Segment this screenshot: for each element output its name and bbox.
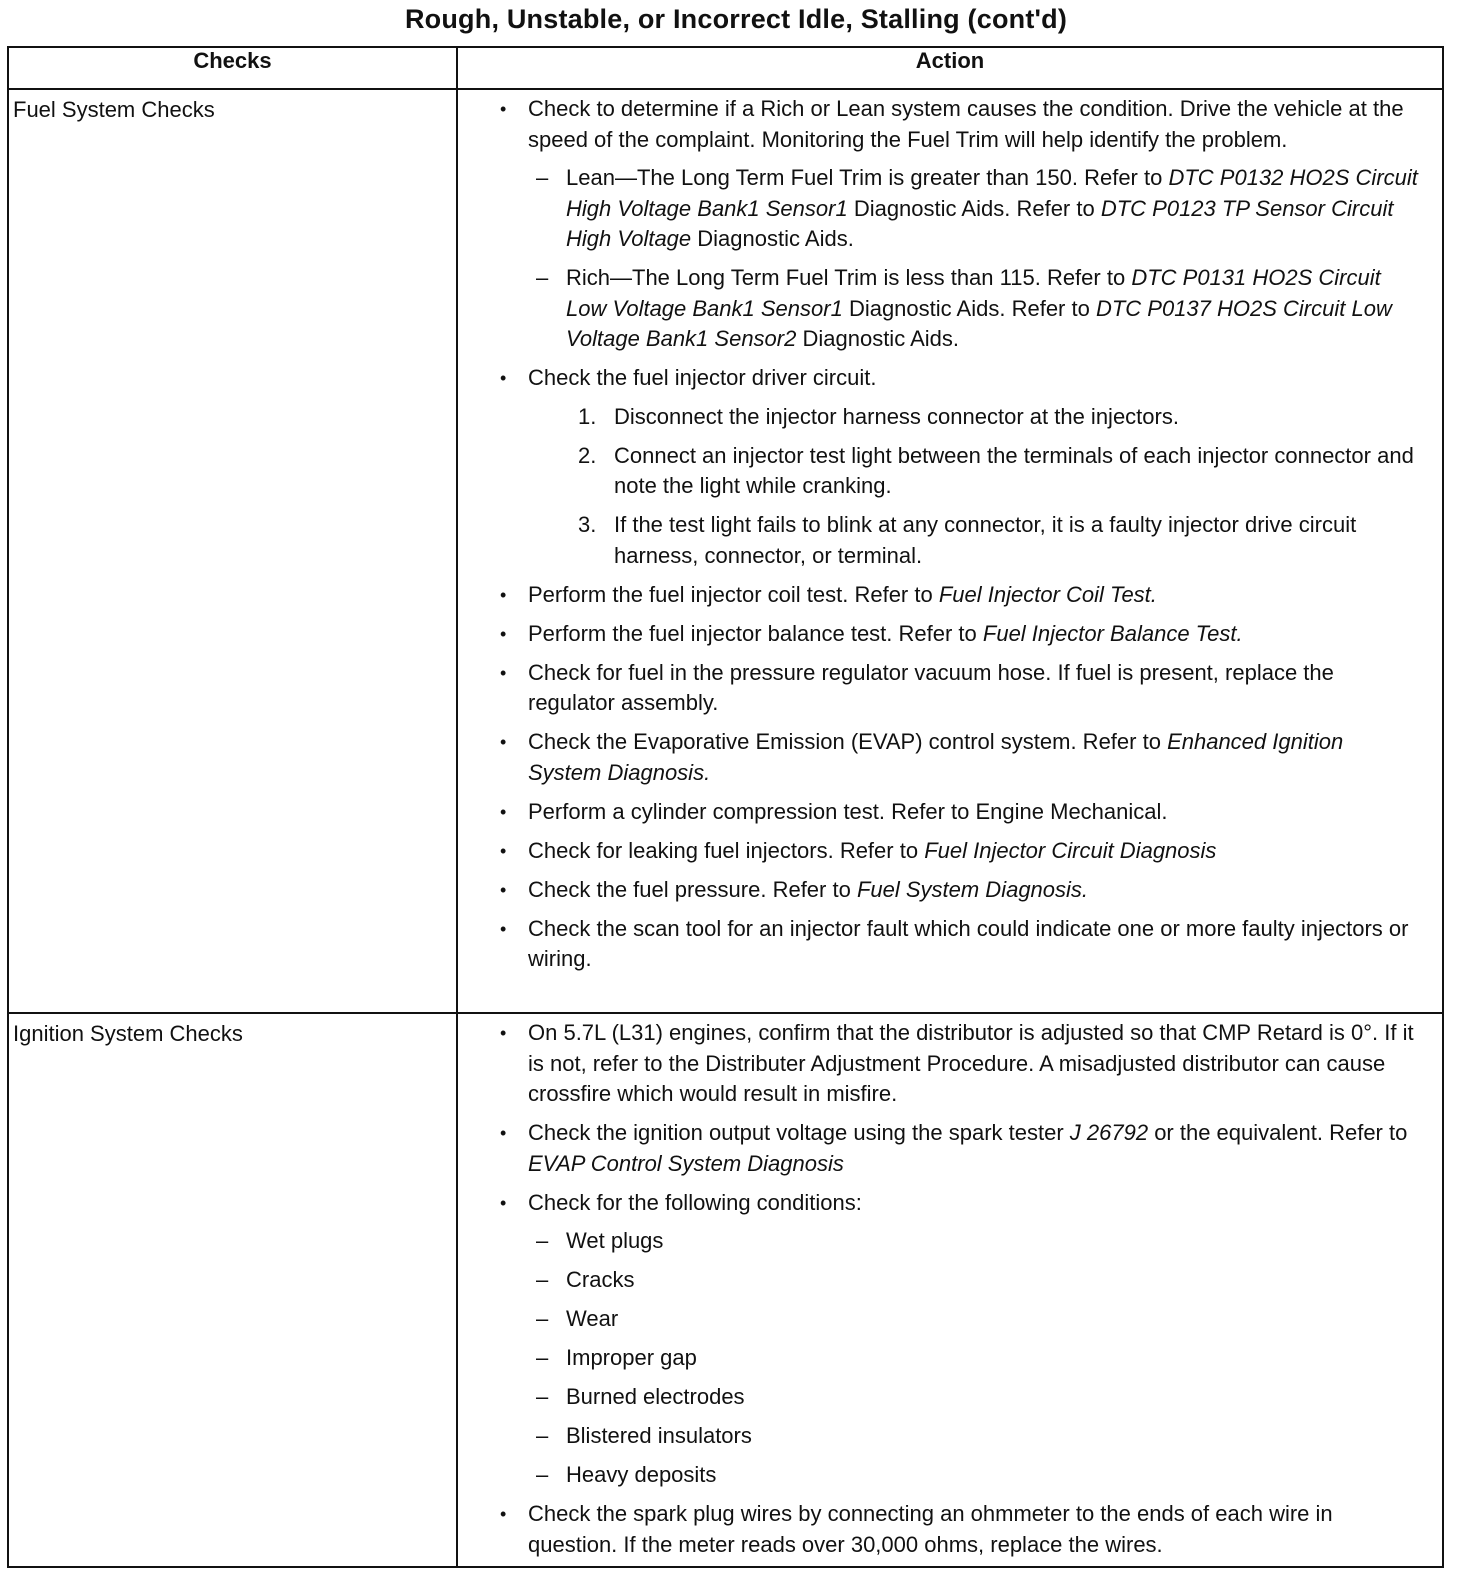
diagnostic-table — [7, 46, 1444, 1568]
action-text: Check the ignition output voltage using the spark tester — [528, 1120, 1070, 1145]
page-title: Rough, Unstable, or Incorrect Idle, Stalling (cont'd) — [404, 4, 1068, 34]
list-item — [498, 875, 1422, 906]
list-item — [498, 1118, 1422, 1179]
list-item — [498, 914, 1422, 975]
list-item — [498, 94, 1422, 355]
condition-list — [528, 1226, 1422, 1491]
list-item — [528, 163, 1422, 255]
action-cell — [457, 1013, 1443, 1567]
condition-item: – Cracks — [528, 1265, 1422, 1296]
condition-item: – Heavy deposits — [528, 1460, 1422, 1491]
action-text: Diagnostic Aids. Refer to — [842, 295, 1096, 321]
action-text: Check the scan tool for an injector fault which could indicate one or more faulty injectors or wiring. — [528, 915, 1409, 971]
check-cell — [8, 1013, 457, 1567]
condition-item: – Burned electrodes — [528, 1382, 1422, 1413]
condition-item: – Blistered insulators — [528, 1421, 1422, 1452]
reference-link: EVAP Control System Diagnosis — [528, 1150, 844, 1176]
step-text: If the test light fails to blink at any connector, it is a faulty injector drive circuit harness, connector, or terminal. — [614, 512, 1357, 568]
reference-link: Fuel Injector Balance Test. — [982, 620, 1243, 646]
action-text: Perform a cylinder compression test. Refer to Engine Mechanical. — [528, 798, 1168, 824]
action-text: Check for leaking fuel injectors. Refer to — [528, 837, 925, 863]
list-item — [498, 580, 1422, 611]
check-name: Ignition System Checks — [13, 1021, 243, 1046]
list-item — [498, 1018, 1422, 1110]
action-text: On 5.7L (L31) engines, confirm that the distributor is adjusted so that CMP Retard is 0°. If it is not, refer to the Distributer Adjustment Procedure. A misadjusted distributor can cause crossfire which would result in misfire. — [528, 1020, 1414, 1106]
action-text: Lean—The Long Term Fuel Trim is greater than 150. Refer to — [566, 165, 1169, 190]
action-text: Perform the fuel injector balance test. Refer to — [528, 620, 983, 646]
step-list — [528, 402, 1422, 572]
action-text: Diagnostic Aids. — [796, 326, 959, 351]
step-number: 1. — [578, 403, 597, 429]
action-text: Check for fuel in the pressure regulator vacuum hose. If fuel is present, replace the regulator assembly. — [528, 659, 1334, 715]
list-item — [498, 1499, 1422, 1560]
action-text: Diagnostic Aids. — [691, 226, 854, 251]
reference-link: DTC P0137 HO2S Circuit Low Voltage Bank1 Sensor2 — [566, 295, 1392, 351]
action-text: Check for the following conditions: — [528, 1189, 862, 1215]
table-row-fuel — [8, 89, 1443, 1013]
list-item — [498, 836, 1422, 867]
list-item — [528, 263, 1422, 355]
step-text: Connect an injector test light between the terminals of each injector connector and note the light while cranking. — [614, 442, 1414, 498]
action-text: Check the fuel pressure. Refer to — [528, 876, 857, 902]
action-list — [498, 1018, 1422, 1560]
reference-link: Fuel System Diagnosis. — [856, 876, 1089, 902]
step-number: 2. — [578, 442, 597, 468]
header-action: Action — [457, 47, 1443, 89]
action-text: Rich—The Long Term Fuel Trim is less than 115. Refer to — [566, 265, 1132, 290]
tool-reference: J 26792 — [1069, 1120, 1149, 1145]
check-name: Fuel System Checks — [13, 97, 215, 122]
reference-link: DTC P0131 HO2S Circuit Low Voltage Bank1 Sensor1 — [566, 265, 1381, 321]
list-item — [498, 658, 1422, 719]
step-item — [528, 510, 1422, 571]
action-text: or the equivalent. Refer to — [1148, 1120, 1408, 1145]
table-header-row — [8, 47, 1443, 89]
reference-link: Enhanced Ignition System Diagnosis. — [528, 729, 1344, 785]
action-text: Check the fuel injector driver circuit. — [528, 365, 877, 390]
list-item — [498, 363, 1422, 571]
list-item — [498, 619, 1422, 650]
action-cell — [457, 89, 1443, 1013]
reference-link: DTC P0132 HO2S Circuit High Voltage Bank1 Sensor1 — [566, 165, 1418, 221]
reference-link: DTC P0123 TP Sensor Circuit High Voltage — [566, 195, 1394, 251]
step-item — [528, 402, 1422, 433]
list-item — [498, 1188, 1422, 1491]
list-item — [498, 727, 1422, 788]
check-cell — [8, 89, 457, 1013]
table-row-ignition — [8, 1013, 1443, 1567]
header-checks: Checks — [8, 47, 457, 89]
reference-link: Fuel Injector Coil Test. — [938, 581, 1157, 607]
step-item — [528, 441, 1422, 502]
condition-item: – Improper gap — [528, 1343, 1422, 1374]
condition-item: – Wet plugs — [528, 1226, 1422, 1257]
action-text: Check the Evaporative Emission (EVAP) control system. Refer to — [528, 729, 1168, 754]
step-text: Disconnect the injector harness connector at the injectors. — [614, 403, 1179, 429]
reference-link: Fuel Injector Circuit Diagnosis — [924, 837, 1217, 863]
action-text: Check to determine if a Rich or Lean system causes the condition. Drive the vehicle at the speed of the complaint. Monitoring the Fuel Trim will help identify the problem. — [528, 96, 1404, 152]
action-list — [498, 94, 1422, 975]
step-number: 3. — [578, 512, 597, 537]
action-text: Diagnostic Aids. Refer to — [847, 195, 1101, 221]
list-item — [498, 797, 1422, 828]
action-text: Perform the fuel injector coil test. Refer to — [528, 581, 939, 607]
condition-item: – Wear — [528, 1304, 1422, 1335]
sub-list — [528, 163, 1422, 355]
action-text: Check the spark plug wires by connecting an ohmmeter to the ends of each wire in question. If the meter reads over 30,000 ohms, replace the wires. — [528, 1501, 1333, 1557]
